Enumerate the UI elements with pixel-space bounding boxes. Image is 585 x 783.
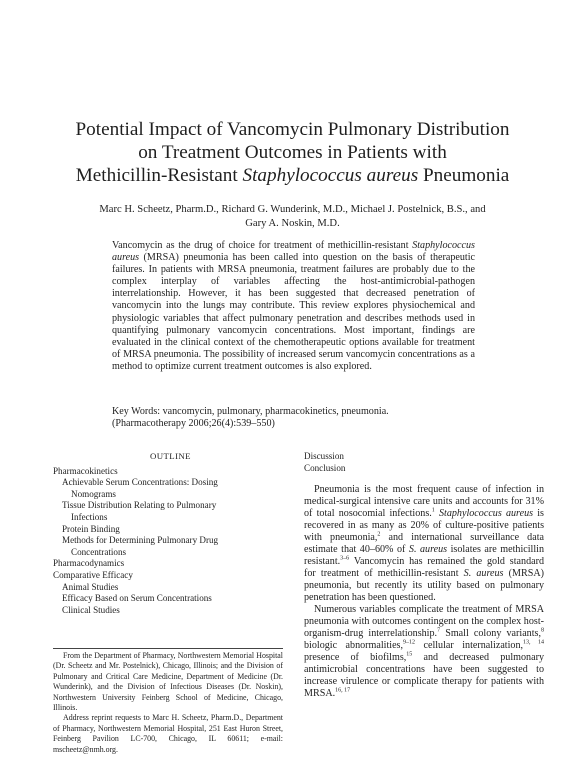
outline-item: Discussion [304,451,344,461]
keywords-block [112,406,482,431]
abstract-part-1: Vancomycin as the drug of choice for treatment of methicillin-resistant [112,240,409,251]
reprint-address: Address reprint requests to Marc H. Scheetz, Pharm.D., Department of Pharmacy, Northwestern Memorial Hospital, 251 East Huron Street, Feinberg Pavilion LC-700, Chicago, IL 60611; e-mail: mscheetz@nmh.org. [53,713,283,754]
outline-item: Comparative Efficacy [53,569,133,580]
authors-line-1: Marc H. Scheetz, Pharm.D., Richard G. Wunderink, M.D., Michael J. Postelnick, B.S., and [99,204,486,215]
body-text-run: Pneumonia is the most frequent cause of infection in medical-surgical intensive care units and accounts for 31% of total nosocomial infections. [304,484,544,519]
footnote-divider [53,648,283,649]
citation-superscript: 2 [377,531,381,538]
body-paragraph-1 [304,484,544,604]
title-line-2: on Treatment Outcomes in Patients with [138,142,447,163]
outline-item: Pharmacokinetics [53,465,118,476]
body-text-run: Small colony variants, [440,628,541,639]
outline-item: Nomograms [71,488,116,499]
outline-item: Efficacy Based on Serum Concentrations [62,593,212,604]
outline-item: Clinical Studies [62,604,120,615]
body-text-run: presence of biofilms, [304,652,407,663]
abstract-organism: Staphylococcus aureus [112,240,475,264]
outline-item: Methods for Determining Pulmonary Drug [62,535,219,546]
outline-item: Tissue Distribution Relating to Pulmonary [62,500,217,511]
author-list [70,203,515,231]
title-organism: Staphylococcus aureus [242,165,419,186]
body-italic: S. aureus [408,544,448,555]
outline-heading: OUTLINE [150,451,191,461]
journal-citation: (Pharmacotherapy 2006;26(4):539–550) [112,418,275,430]
abstract-part-2: (MRSA) pneumonia has been called into question on the basis of therapeutic failures. In patients with MRSA pneumonia, treatment failures are probably due to the complex interplay of variables affecting the host-antimicrobial-pathogen interrelationship. However, it has been suggested that decreased penetration of vancomycin into the lungs may contribute. This review explores physiochemical and physiologic variables that affect pulmonary penetration and describes methods used in quantifying pulmonary vancomycin concentrations. Most important, findings are evaluated in the clinical context of the chemotherapeutic options available for treatment of MRSA pneumonia. The possibility of increased serum vancomycin concentrations as a method to optimize current treatment outcomes is also explored. [112,252,475,372]
body-text-run: and decreased pulmonary antimicrobial concentrations have been suggested to increase virulence or complicate therapy for patients with MRSA. [304,652,544,699]
citation-superscript: 13, 14 [523,639,544,646]
body-text-run: biologic abnormalities, [304,640,404,651]
body-text-run: and international surveillance data estimate that 40–60% of [304,532,544,555]
body-text-run: Numerous variables complicate the treatment of MRSA pneumonia with outcomes contingent on the complex host-organism-drug interrelationship. [304,604,544,639]
outline-right [304,451,544,474]
affiliation-text: From the Department of Pharmacy, Northwestern Memorial Hospital (Dr. Scheetz and Mr. Postelnick), Chicago, Illinois; and the Division of Pulmonary and Critical Care Medicine, Department of Medicine (Dr. Wunderink), and the Division of Infectious Diseases (Dr. Noskin), Northwestern University Feinberg School of Medicine, Chicago, Illinois. [53,651,283,713]
citation-superscript: 1 [431,507,435,514]
title-line-3-start: Methicillin-Resistant [75,165,243,186]
authors-line-2: Gary A. Noskin, M.D. [245,218,340,229]
body-italic: S. aureus [463,568,504,579]
citation-superscript: 9–12 [403,639,416,646]
abstract [112,240,475,373]
outline-item: Achievable Serum Concentrations: Dosing [62,477,218,488]
body-text-run: (MRSA) pneumonia, but recently its utility based on pulmonary penetration has been questioned. [304,568,544,603]
outline-left [53,451,288,616]
citation-superscript: 3–6 [340,555,350,562]
body-text-run: is recovered in as many as 20% of culture-positive patients with pneumonia, [304,508,544,543]
citation-superscript: 16, 17 [335,687,351,694]
title-line-3 [40,164,545,187]
keywords-label: Key Words: [112,406,161,417]
citation-superscript: 15 [406,651,413,658]
article-title [40,118,545,187]
body-paragraph-2 [304,604,544,700]
citation-superscript: 8 [541,627,544,634]
body-text-run: cellular internalization, [415,640,524,651]
title-line-3-end: Pneumonia [418,165,510,186]
keywords-text: vancomycin, pulmonary, pharmacokinetics, pneumonia. [160,406,389,417]
outline-item: Concentrations [71,546,127,557]
outline-item: Pharmacodynamics [53,558,125,569]
keywords-line [112,406,482,418]
body-text [304,484,544,700]
outline-item: Animal Studies [62,581,119,592]
title-line-1: Potential Impact of Vancomycin Pulmonary Distribution [75,119,510,140]
outline-item: Conclusion [304,462,346,473]
body-text-run: Vancomycin has remained the gold standard for treatment of methicillin-resistant [304,556,544,579]
outline-item: Protein Binding [62,523,120,534]
citation-superscript: 7 [437,627,441,634]
body-text-run: isolates are methicillin resistant. [304,544,544,567]
affiliation-footnote [53,651,283,755]
body-italic: Staphylococcus aureus [438,508,534,519]
outline-item: Infections [71,511,108,522]
